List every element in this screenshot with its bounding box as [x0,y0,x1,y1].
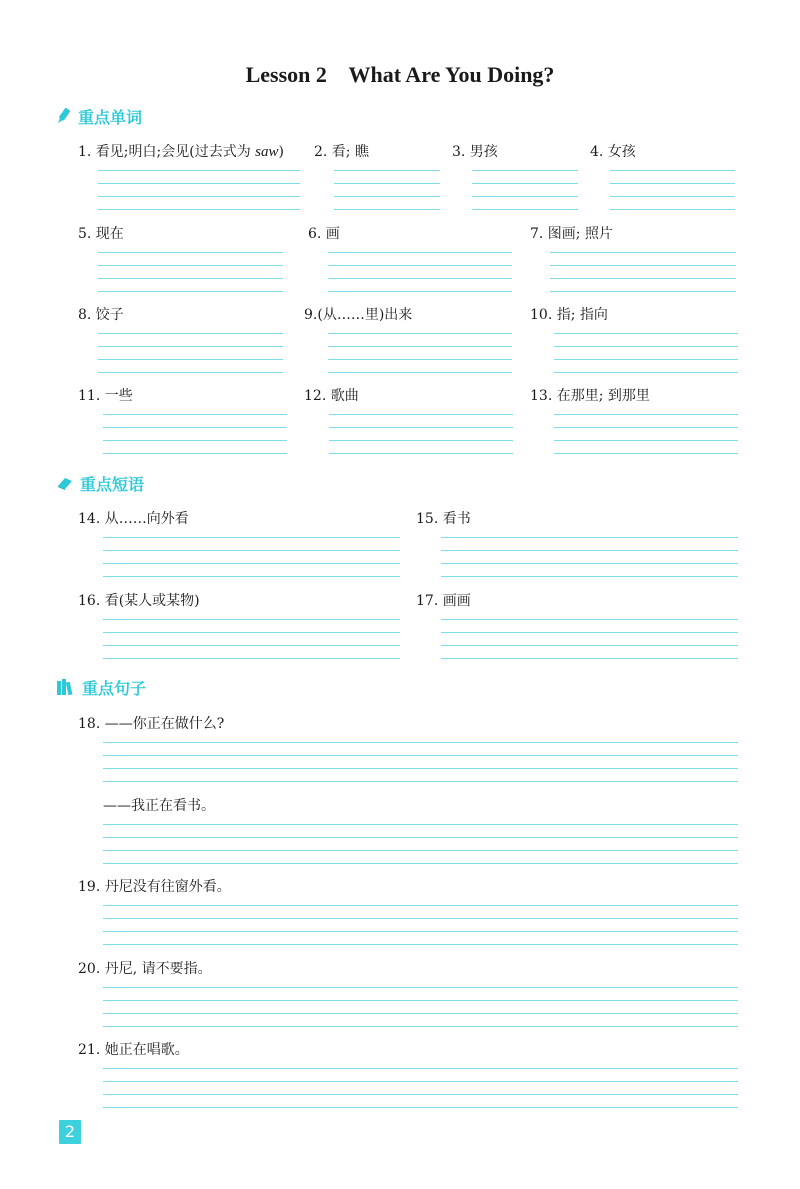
answer-line[interactable] [103,427,287,428]
answer-line[interactable] [328,291,512,292]
answer-line[interactable] [103,824,738,825]
answer-line[interactable] [103,414,287,415]
eraser-icon [56,475,74,491]
answer-line[interactable] [550,278,736,279]
answer-line[interactable] [472,183,578,184]
answer-line[interactable] [610,196,735,197]
answer-line[interactable] [334,170,440,171]
answer-line[interactable] [554,453,738,454]
answer-line[interactable] [103,1081,738,1082]
answer-line[interactable] [103,850,738,851]
answer-line[interactable] [550,265,736,266]
vocab-item-9 [304,306,512,376]
answer-line[interactable] [334,196,440,197]
item-label: 10. 指; 指向 [530,307,608,323]
sentence-item-20 [78,960,738,1030]
page-number: 2 [59,1120,81,1144]
vocab-item-13 [530,387,738,457]
sentence-item-18-response [103,797,738,867]
vocab-item-4 [590,143,735,213]
answer-line[interactable] [103,931,738,932]
vocab-item-10 [530,306,738,376]
answer-line[interactable] [103,550,400,551]
answer-line[interactable] [472,209,578,210]
answer-line[interactable] [441,563,738,564]
answer-line[interactable] [103,1013,738,1014]
answer-line[interactable] [98,333,283,334]
answer-line[interactable] [98,209,300,210]
item-label: 9.(从……里)出来 [304,307,413,323]
answer-line[interactable] [103,987,738,988]
answer-line[interactable] [103,742,738,743]
pencil-icon [56,107,72,125]
item-label: 7. 图画; 照片 [530,226,613,242]
answer-line[interactable] [554,427,738,428]
answer-line[interactable] [554,414,738,415]
answer-line[interactable] [441,576,738,577]
answer-line[interactable] [103,944,738,945]
answer-line[interactable] [103,1026,738,1027]
phrase-item-16 [78,592,400,662]
answer-line[interactable] [329,440,513,441]
answer-line[interactable] [328,372,512,373]
answer-line[interactable] [328,346,512,347]
answer-line[interactable] [103,768,738,769]
answer-line[interactable] [328,333,512,334]
item-label: 19. 丹尼没有往窗外看。 [78,879,231,895]
answer-line[interactable] [472,196,578,197]
item-label: 4. 女孩 [590,144,636,160]
item-label: 18. ——你正在做什么? [78,716,225,732]
item-label: 2. 看; 瞧 [314,144,369,160]
answer-line[interactable] [103,918,738,919]
item-label: 6. 画 [308,226,340,242]
answer-line[interactable] [334,183,440,184]
answer-line[interactable] [550,291,736,292]
answer-line[interactable] [103,619,400,620]
answer-line[interactable] [98,183,300,184]
vocab-item-6 [308,225,512,295]
item-label: 14. 从……向外看 [78,511,189,527]
answer-line[interactable] [98,278,283,279]
answer-line[interactable] [103,453,287,454]
answer-line[interactable] [103,645,400,646]
answer-line[interactable] [103,563,400,564]
answer-line[interactable] [103,1107,738,1108]
sentence-item-18 [78,715,738,785]
answer-line[interactable] [329,453,513,454]
lesson-title: Lesson 2 What Are You Doing? [245,62,555,87]
answer-line[interactable] [554,346,738,347]
item-label: 5. 现在 [78,226,124,242]
section-title: 重点短语 [80,474,145,494]
answer-line[interactable] [98,170,300,171]
answer-line[interactable] [103,1000,738,1001]
answer-line[interactable] [554,333,738,334]
section-title: 重点句子 [82,678,147,698]
item-label: 13. 在那里; 到那里 [530,388,650,404]
answer-line[interactable] [103,781,738,782]
item-label: 8. 饺子 [78,307,124,323]
answer-line[interactable] [554,440,738,441]
answer-line[interactable] [103,632,400,633]
answer-line[interactable] [554,372,738,373]
vocab-item-7 [530,225,736,295]
answer-line[interactable] [441,632,738,633]
item-label: 20. 丹尼, 请不要指。 [78,961,212,977]
answer-line[interactable] [328,265,512,266]
answer-line[interactable] [441,645,738,646]
vocab-item-1 [78,143,300,213]
item-label: 11. 一些 [78,388,133,404]
vocab-item-3 [452,143,578,213]
answer-line[interactable] [441,619,738,620]
answer-line[interactable] [103,658,400,659]
answer-line[interactable] [103,537,400,538]
answer-line[interactable] [550,252,736,253]
answer-line[interactable] [328,278,512,279]
answer-line[interactable] [328,252,512,253]
answer-line[interactable] [98,265,283,266]
answer-line[interactable] [103,440,287,441]
section-heading-sentences [56,675,146,699]
answer-line[interactable] [103,905,738,906]
answer-line[interactable] [441,550,738,551]
answer-line[interactable] [441,658,738,659]
answer-line[interactable] [334,209,440,210]
section-heading-phrases [56,471,144,495]
item-label: 12. 歌曲 [304,388,359,404]
phrase-item-14 [78,510,400,580]
answer-line[interactable] [98,196,300,197]
item-label: 16. 看(某人或某物) [78,593,200,609]
vocab-item-12 [304,387,513,457]
item-label: 3. 男孩 [452,144,498,160]
answer-line[interactable] [103,863,738,864]
answer-line[interactable] [610,209,735,210]
answer-line[interactable] [328,359,512,360]
books-icon [56,678,76,696]
answer-line[interactable] [98,252,283,253]
answer-line[interactable] [98,291,283,292]
vocab-item-2 [314,143,440,213]
item-label: ——我正在看书。 [103,798,215,814]
vocab-item-5 [78,225,283,295]
answer-line[interactable] [103,755,738,756]
item-label: 15. 看书 [416,511,471,527]
section-heading-words [56,104,142,128]
item-label: 17. 画画 [416,593,471,609]
answer-line[interactable] [98,372,283,373]
answer-line[interactable] [103,1068,738,1069]
answer-line[interactable] [472,170,578,171]
answer-line[interactable] [103,1094,738,1095]
answer-line[interactable] [329,427,513,428]
answer-line[interactable] [103,576,400,577]
item-label: 21. 她正在唱歌。 [78,1042,189,1058]
answer-line[interactable] [103,837,738,838]
answer-line[interactable] [441,537,738,538]
answer-line[interactable] [329,414,513,415]
answer-line[interactable] [98,359,283,360]
sentence-item-19 [78,878,738,948]
item-label: 1. 看见;明白;会见(过去式为 saw) [78,144,284,160]
phrase-item-17 [416,592,738,662]
answer-line[interactable] [98,346,283,347]
vocab-item-8 [78,306,283,376]
answer-line[interactable] [610,183,735,184]
phrase-item-15 [416,510,738,580]
section-title: 重点单词 [78,107,143,127]
answer-line[interactable] [554,359,738,360]
answer-line[interactable] [610,170,735,171]
sentence-item-21 [78,1041,738,1111]
vocab-item-11 [78,387,287,457]
